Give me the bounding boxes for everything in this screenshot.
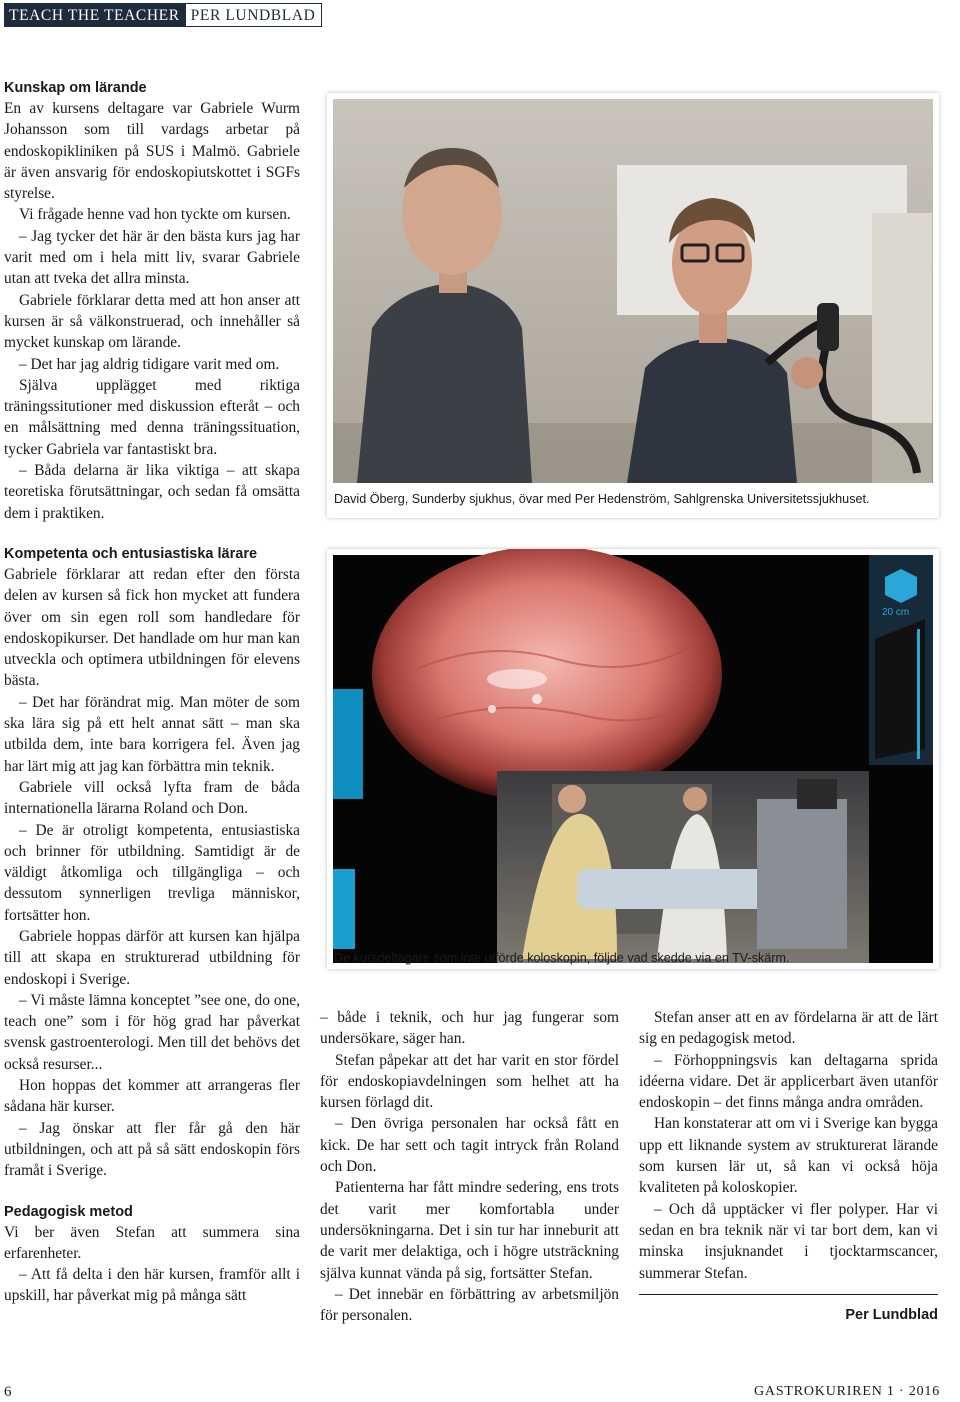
paragraph: – Jag tycker det här är den bästa kurs jag har varit med om i hela mitt liv, svarar Gabriele utan att tveka det allra minsta. xyxy=(4,227,300,288)
page-number: 6 xyxy=(4,1384,12,1400)
paragraph: – Det har förändrat mig. Man möter de som ska lära sig på ett helt annat sätt – man ska utbilda dem, inte bara korrigera fel. Även jag har lärt mig att jag kan förbättra min teknik. xyxy=(4,693,300,775)
paragraph: Gabriele vill också lyfta fram de båda internationella lärarna Roland och Don. xyxy=(4,778,300,818)
article-column-1 xyxy=(4,78,300,1307)
article-column-2 xyxy=(320,1007,619,1326)
section-heading: Kunskap om lärande xyxy=(4,80,147,96)
paragraph: Patienterna har fått mindre sedering, ens trots det varit mer komfortabla under undersökningarna. Det i sin tur har inneburit att de varit mer delaktiga, och i högre utsträckning själva kunnat vända på sig, fortsätter Stefan. xyxy=(320,1179,619,1282)
author-signature: Per Lundblad xyxy=(845,1306,938,1323)
paragraph: Hon hoppas det kommer att arrangeras fler sådana här kurser. xyxy=(4,1077,300,1116)
photo-training-session-image xyxy=(327,93,939,518)
paragraph: – Den övriga personalen har också fått en kick. De har sett och tagit intryck från Roland och Don. xyxy=(320,1115,619,1176)
photo-training-session xyxy=(327,93,939,518)
publication-footer: GASTROKURIREN 1 · 2016 xyxy=(754,1384,940,1399)
paragraph: Stefan anser att en av fördelarna är att de lärt sig en pedagogisk metod. xyxy=(639,1009,938,1048)
paragraph: Han konstaterar att om vi i Sverige kan bygga upp ett liknande system av strukturerat lärande som kursen lär ut, så kan vi också höja kvaliteten på koloskopier. xyxy=(639,1115,938,1197)
section-spacer xyxy=(4,524,300,544)
section-heading: Kompetenta och entusiastiska lärare xyxy=(4,545,258,562)
photo-caption-2: De kursdeltagare som inte utförde koloskopin, följde vad skedde via en TV-skärm. xyxy=(334,951,790,965)
section-label: TEACH THE TEACHER xyxy=(4,3,186,27)
paragraph: En av kursens deltagare var Gabriele Wurm Johansson som till vardags arbetar på endoskopikliniken på SUS i Malmö. Gabriele är även ansvarig för endoskopiutskottet i SGFs styrelse. xyxy=(4,100,300,203)
paragraph: – Det har jag aldrig tidigare varit med om. xyxy=(19,355,280,373)
paragraph: Själva upplägget med riktiga träningssitutioner med diskussion efteråt – och en målsättning med denna träningssituation, tycker Gabriela var fantastiskt bra. xyxy=(4,376,300,458)
paragraph: – Att få delta i den här kursen, framför allt i upskill, har påverkat mig på många sätt xyxy=(4,1266,300,1305)
paragraph: Vi frågade henne vad hon tyckte om kursen. xyxy=(19,206,291,224)
screen-scale-label: 20 cm xyxy=(882,607,910,618)
paragraph: Vi ber även Stefan att summera sina erfarenheter. xyxy=(4,1223,300,1262)
photo-caption-1: David Öberg, Sunderby sjukhus, övar med Per Hedenström, Sahlgrenska Universitetssjukhuset. xyxy=(334,492,870,506)
photo-tv-screen-image xyxy=(327,549,939,969)
section-heading: Pedagogisk metod xyxy=(4,1203,133,1220)
section-spacer xyxy=(4,1182,300,1202)
paragraph: – De är otroligt kompetenta, entusiastiska och brinner för utbildning. Samtidigt är de väldigt åtkomliga och tillgängliga – och dessutom synnerligen trevliga människor, fortsätter hon. xyxy=(4,821,300,924)
signature-rule xyxy=(639,1294,938,1295)
paragraph: Gabriele förklarar detta med att hon anser att kursen är så välkonstruerad, och innehåller så mycket kunskap om lärande. xyxy=(4,291,300,352)
paragraph: – Och då upptäcker vi fler polyper. Har vi sedan en bra teknik när vi tar bort dem, kan vi minska insjuknandet i tjocktarmscancer, summerar Stefan. xyxy=(639,1200,938,1282)
paragraph: Gabriele förklarar att redan efter den första delen av kursen så fick hon mycket att fundera över om sin egen roll som handledare för endoskopikurser. Det handlade om hur man kan utveckla och optimera utbildningen för elevens bästa. xyxy=(4,565,300,690)
paragraph: Stefan påpekar att det har varit en stor fördel för endoskopiavdelningen som helhet att ha kursen förlagd dit. xyxy=(320,1051,619,1112)
paragraph: Gabriele hoppas därför att kursen kan hjälpa till att skapa en strukturerad utbildning för endoskopi i Sverige. xyxy=(4,927,300,988)
paragraph: – både i teknik, och hur jag fungerar som undersökare, säger han. xyxy=(320,1009,619,1048)
page-header xyxy=(4,3,322,27)
paragraph: – Båda delarna är lika viktiga – att skapa teoretiska förutsättningar, och sedan få omsätta dem i praktiken. xyxy=(4,462,300,522)
paragraph: – Jag önskar att fler får gå den här utbildningen, och att på så sätt endoskopin förs framåt i Sverige. xyxy=(4,1119,300,1180)
header-author: PER LUNDBLAD xyxy=(186,3,323,27)
photo-tv-screen xyxy=(327,549,939,969)
paragraph: – Det innebär en förbättring av arbetsmiljön för personalen. xyxy=(320,1285,619,1325)
paragraph: – Vi måste lämna konceptet ”see one, do one, teach one” som i för hög grad har påverkat svensk gastroenterologi. Men till det behövs det också resurser... xyxy=(4,991,300,1073)
article-column-3 xyxy=(639,1007,938,1326)
paragraph: – Förhoppningsvis kan deltagarna sprida idéerna vidare. Det är applicerbart även utanför endoskopin – det finns många andra områden. xyxy=(639,1051,938,1112)
